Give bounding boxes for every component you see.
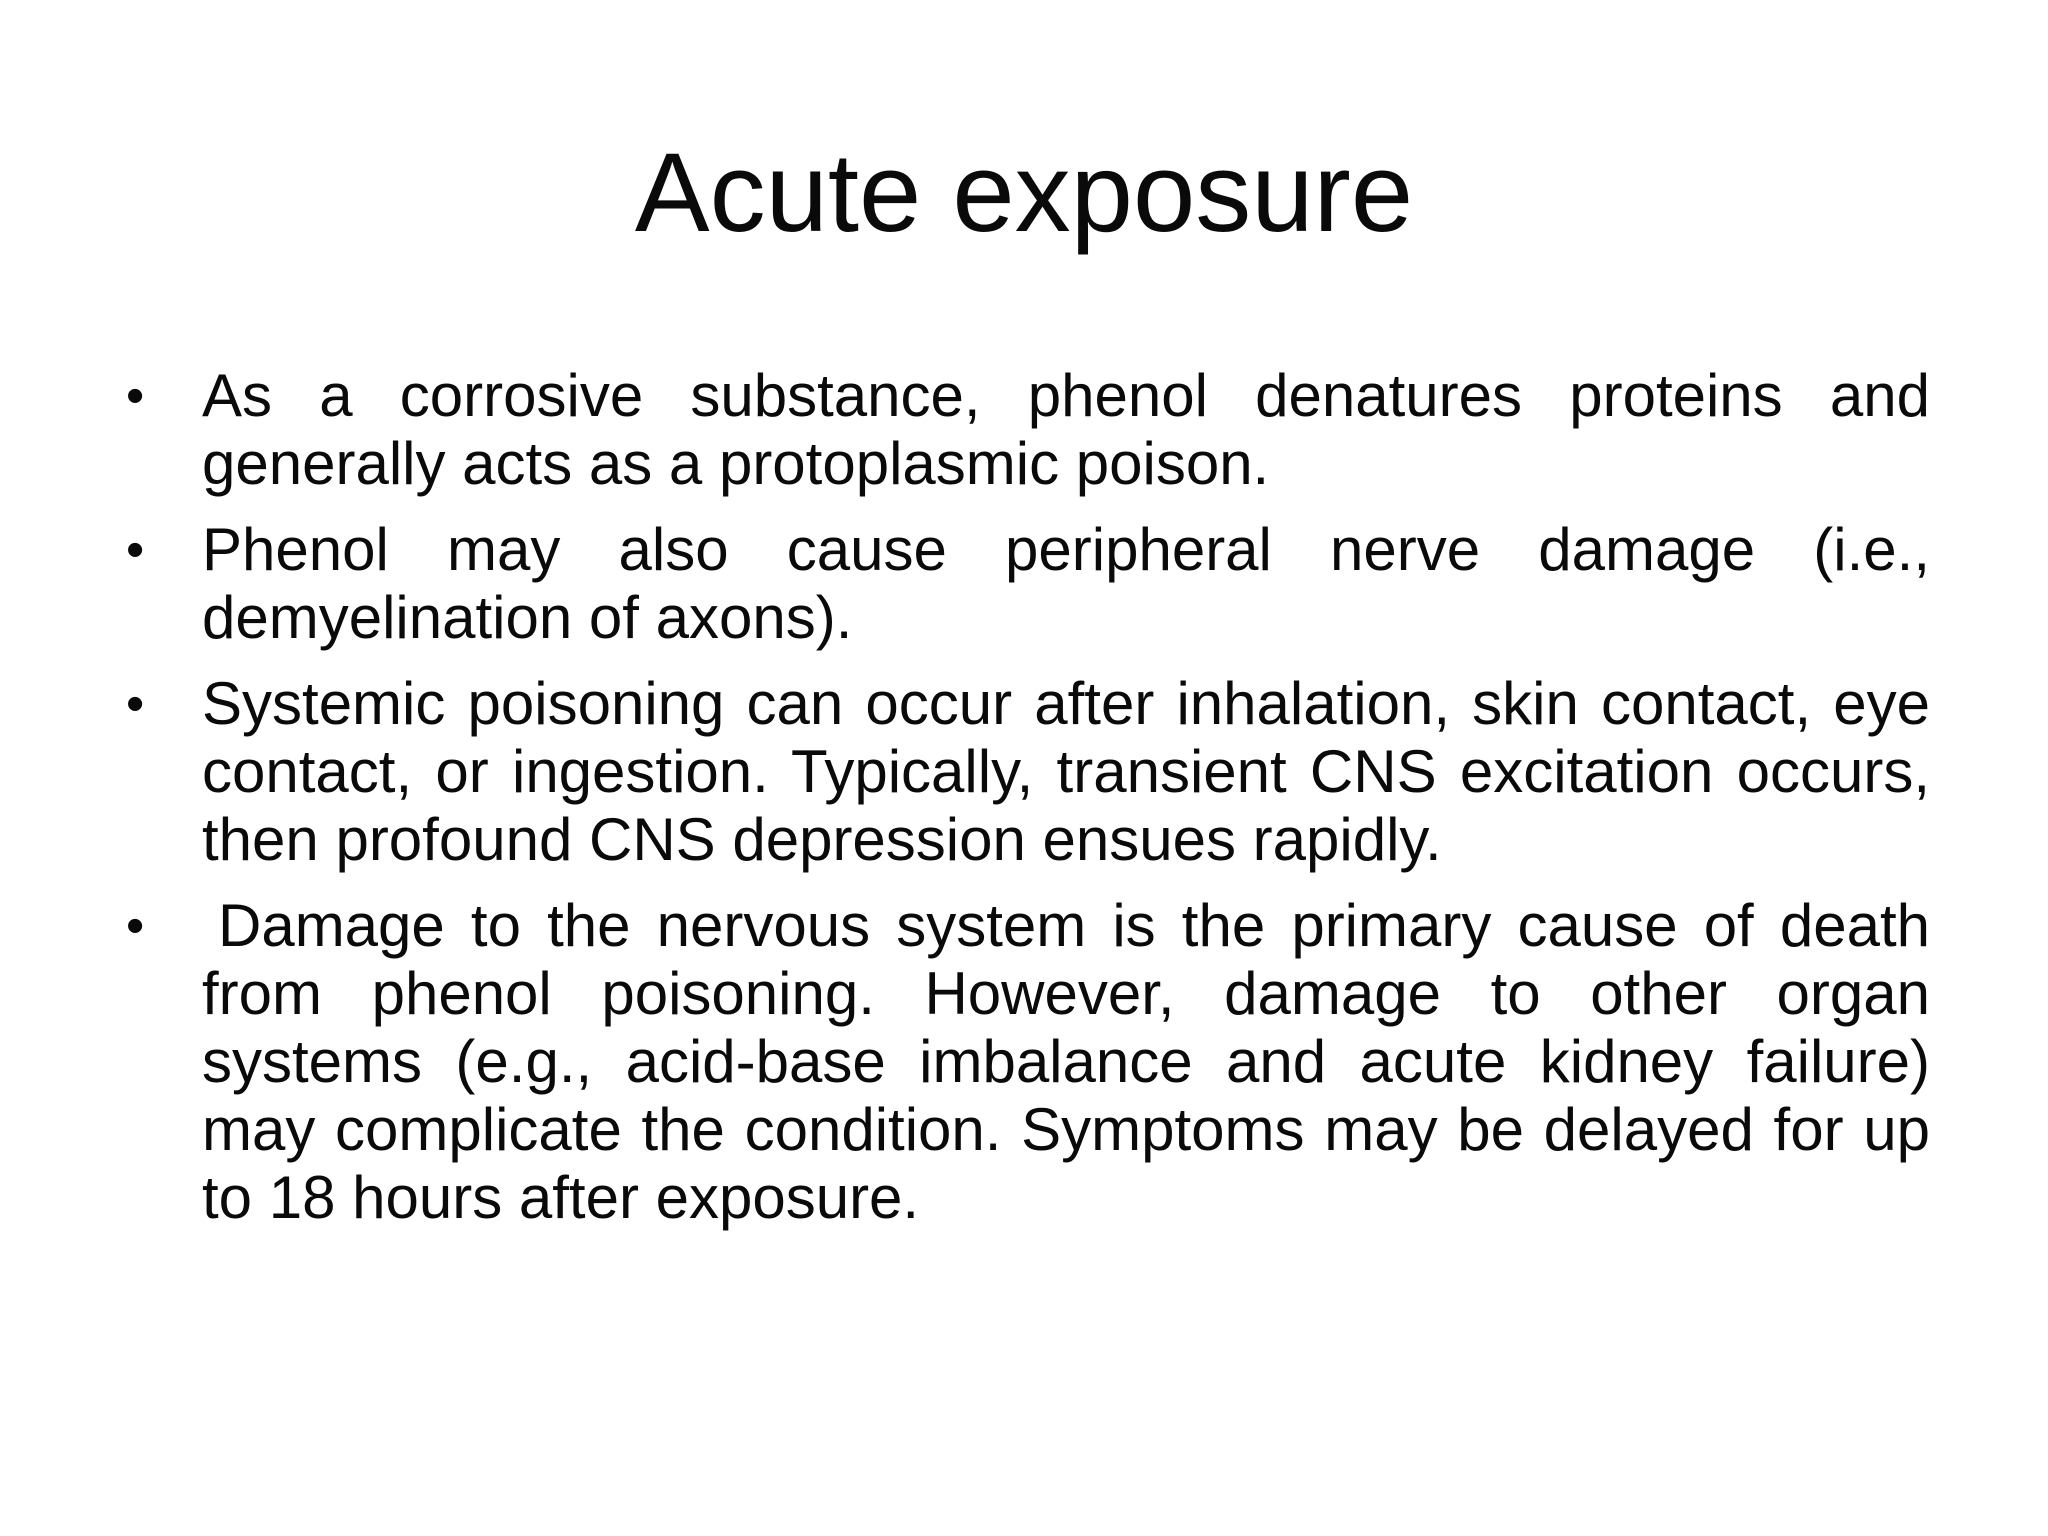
bullet-item — [120, 670, 1930, 874]
bullet-icon: • — [126, 675, 145, 733]
bullet-text: As a corrosive substance, phenol denatures proteins and generally acts as a protoplasmic poison. — [202, 362, 1930, 497]
bullet-text: Damage to the nervous system is the primary cause of death from phenol poisoning. However, damage to other organ systems (e.g., acid-base imbalance and acute kidney failure) may complicate the condition. Symptoms may be delayed for up to 18 hours after exposure. — [202, 892, 1930, 1231]
bullet-item — [120, 516, 1930, 652]
bullet-text: Systemic poisoning can occur after inhalation, skin contact, eye contact, or ingestion. Typically, transient CNS excitation occurs, then profound CNS depression ensues rapidly. — [202, 670, 1930, 873]
bullet-icon: • — [126, 897, 145, 955]
bullet-text: Phenol may also cause peripheral nerve damage (i.e., demyelination of axons). — [202, 516, 1930, 651]
bullet-list — [120, 362, 1930, 1250]
slide-title: Acute exposure — [634, 130, 1414, 255]
bullet-icon: • — [126, 367, 145, 425]
bullet-item — [120, 362, 1930, 498]
bullet-item — [120, 892, 1930, 1232]
bullet-icon: • — [126, 521, 145, 579]
